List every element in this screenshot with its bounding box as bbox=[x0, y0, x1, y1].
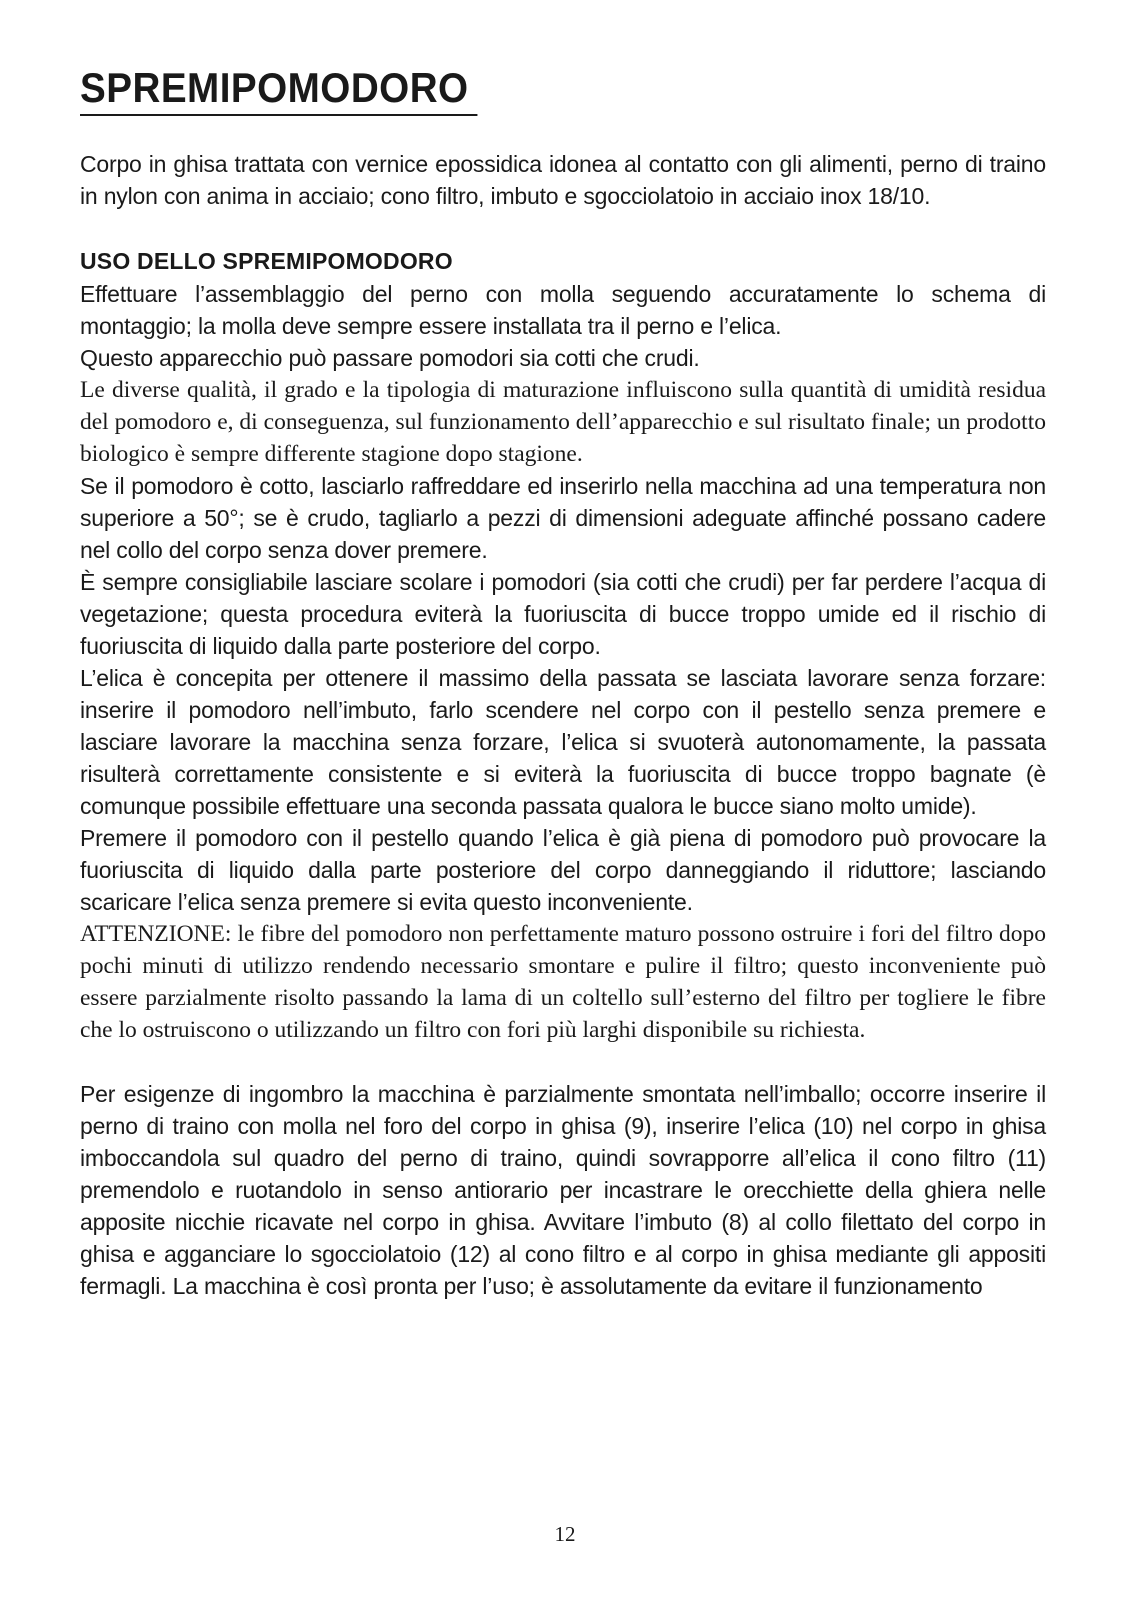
paragraph-assembly-spring: Effettuare l’assemblaggio del perno con molla seguendo accuratamente lo schema di montaggio; la molla deve sempre essere installata tra il perno e l’elica. bbox=[80, 281, 1046, 339]
intro-paragraph: Corpo in ghisa trattata con vernice epossidica idonea al contatto con gli alimenti, perno di traino in nylon con anima in acciaio; cono filtro, imbuto e sgocciolatoio in acciaio inox 18/10. bbox=[80, 151, 1046, 209]
page-title: SPREMIPOMODORO bbox=[80, 62, 478, 116]
paragraph-drain: È sempre consigliabile lasciare scolare i pomodori (sia cotti che crudi) per far perdere l’acqua di vegetazione; questa procedura eviterà la fuoriuscita di bucce troppo umide ed il rischio di fuoriuscita di liquido dalla parte posteriore del corpo. bbox=[80, 569, 1046, 659]
document-page bbox=[80, 62, 1046, 1302]
paragraph-pestle: Premere il pomodoro con il pestello quando l’elica è già piena di pomodoro può provocare la fuoriuscita di liquido dalla parte posteriore del corpo danneggiando il riduttore; lasciando scaricare l’elica senza premere si evita questo inconveniente. bbox=[80, 825, 1046, 915]
section-heading: USO DELLO SPREMIPOMODORO bbox=[80, 248, 453, 274]
assembly-paragraph: Per esigenze di ingombro la macchina è parzialmente smontata nell’imballo; occorre inserire il perno di traino con molla nel foro del corpo in ghisa (9), inserire l’elica (10) nel corpo in ghisa imboccandola sul quadro del perno di traino, quindi sovrapporre all’elica il cono filtro (11) premendolo e ruotandolo in senso antiorario per incastrare le orecchiette della ghiera nelle apposite nicchie ricavate nel corpo in ghisa. Avvitare l’imbuto (8) al collo filettato del corpo in ghisa e agganciare lo sgocciolatoio (12) al cono filtro e al corpo in ghisa mediante gli appositi fermagli. La macchina è così pronta per l’uso; è assolutamente da evitare il funzionamento bbox=[80, 1081, 1046, 1299]
paragraph-quality: Le diverse qualità, il grado e la tipologia di maturazione influiscono sulla quantità di umidità residua del pomodoro e, di conseguenza, sul funzionamento dell’apparecchio e sul risultato finale; un prodotto biologico è sempre differente stagione dopo stagione. bbox=[80, 377, 1046, 467]
paragraph-attention: ATTENZIONE: le fibre del pomodoro non perfettamente maturo possono ostruire i fori del filtro dopo pochi minuti di utilizzo rendendo necessario smontare e pulire il filtro; questo inconveniente può essere parzialmente risolto passando la lama di un coltello sull’esterno del filtro per togliere le fibre che lo ostruiscono o utilizzando un filtro con fori più larghi disponibile su richiesta. bbox=[80, 921, 1046, 1043]
paragraph-temperature: Se il pomodoro è cotto, lasciarlo raffreddare ed inserirlo nella macchina ad una temperatura non superiore a 50°; se è crudo, tagliarlo a pezzi di dimensioni adeguate affinché possano cadere nel collo del corpo senza dover premere. bbox=[80, 473, 1046, 563]
page-number: 12 bbox=[554, 1522, 576, 1546]
paragraph-cooked-raw: Questo apparecchio può passare pomodori sia cotti che crudi. bbox=[80, 345, 700, 371]
section-body bbox=[80, 278, 1046, 1046]
paragraph-helix: L’elica è concepita per ottenere il massimo della passata se lasciata lavorare senza forzare: inserire il pomodoro nell’imbuto, farlo scendere nel corpo con il pestello senza premere e lasciare lavorare la macchina senza forzare, l’elica si svuoterà autonomamente, la passata risulterà correttamente consistente e si eviterà la fuoriuscita di bucce troppo bagnate (è comunque possibile effettuare una seconda passata qualora le bucce siano molto umide). bbox=[80, 665, 1046, 819]
assembly-section bbox=[80, 1078, 1046, 1302]
